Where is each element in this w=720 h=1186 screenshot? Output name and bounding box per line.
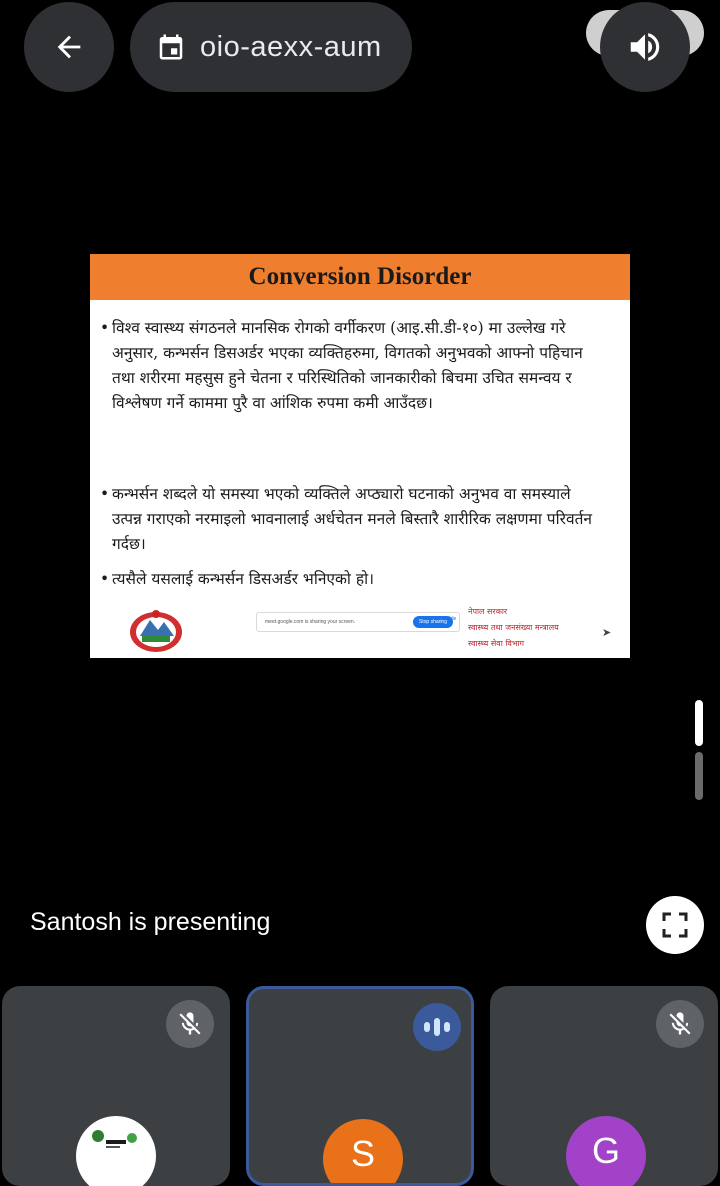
participant-tile[interactable] xyxy=(490,986,718,1186)
scrollbar-thumb[interactable] xyxy=(695,700,703,746)
mouse-cursor-icon: ➤ xyxy=(602,627,612,639)
avatar: G xyxy=(566,1116,646,1186)
govt-line: स्वास्थ्य तथा जनसंख्या मन्त्रालय xyxy=(468,623,559,632)
slide-title: Conversion Disorder xyxy=(90,254,630,300)
govt-line: स्वास्थ्य सेवा विभाग xyxy=(468,639,525,648)
screen-share-notice xyxy=(256,612,460,632)
shared-slide xyxy=(90,254,630,658)
presenting-label: Santosh is presenting xyxy=(30,908,271,936)
share-notice-text: meet.google.com is sharing your screen. xyxy=(265,619,356,625)
participant-tile[interactable] xyxy=(246,986,474,1186)
government-text xyxy=(468,604,618,652)
slide-bullet-text: विश्व स्वास्थ्य संगठनले मानसिक रोगको वर्गीकरण (आइ.सी.डी-१०) मा उल्लेख गरे अनुसार, कन्भर्सन डिसअर्डर भएका व्यक्तिहरुमा, विगतको अनुभवको आफ्नो पहिचान तथा शरीरमा महसुस हुने चेतना र परिस्थितिको जानकारीको बिचमा उचित समन्वय र विश्लेषण गर्ने काममा पुरै वा आंशिक रुपमा कमी आउँदछ। xyxy=(112,319,583,412)
avatar xyxy=(76,1116,156,1186)
nepal-emblem-icon xyxy=(128,606,184,654)
arrow-back-icon xyxy=(52,30,86,64)
avatar: S xyxy=(323,1119,403,1186)
scrollbar-track[interactable] xyxy=(695,752,703,800)
participant-tile[interactable] xyxy=(2,986,230,1186)
calendar-icon xyxy=(156,32,186,62)
slide-bullet: • त्यसैले यसलाई कन्भर्सन डिसअर्डर भनिएको हो। xyxy=(100,567,605,592)
organization-logo-icon xyxy=(88,1124,144,1158)
stop-sharing-button: Stop sharing xyxy=(413,616,453,628)
meeting-info-button[interactable] xyxy=(130,2,412,92)
slide-bullet-text: त्यसैले यसलाई कन्भर्सन डिसअर्डर भनिएको हो। xyxy=(112,570,374,588)
mic-off-icon xyxy=(666,1010,694,1038)
govt-line: नेपाल सरकार xyxy=(468,607,508,616)
speaker-button[interactable] xyxy=(600,2,690,92)
mic-off-indicator xyxy=(656,1000,704,1048)
hide-link: Hide xyxy=(446,616,457,622)
back-button[interactable] xyxy=(24,2,114,92)
meeting-code: oio-aexx-aum xyxy=(200,30,382,63)
slide-bullet-text: कन्भर्सन शब्दले यो समस्या भएको व्यक्तिले अप्ठ्यारो घटनाको अनुभव वा समस्याले उत्पन्न गराएको नरमाइलो भावनालाई अर्धचेतन मनले बिस्तारै शारीरिक लक्षणमा परिवर्तन गर्दछ। xyxy=(112,485,593,553)
slide-bullet: • विश्व स्वास्थ्य संगठनले मानसिक रोगको वर्गीकरण (आइ.सी.डी-१०) मा उल्लेख गरे अनुसार, कन्भर्सन डिसअर्डर भएका व्यक्तिहरुमा, विगतको अनुभवको आफ्नो पहिचान तथा शरीरमा महसुस हुने चेतना र परिस्थितिको जानकारीको बिचमा उचित समन्वय र विश्लेषण गर्ने काममा पुरै वा आंशिक रुपमा कमी आउँदछ। xyxy=(100,316,605,416)
mic-off-icon xyxy=(176,1010,204,1038)
mic-off-indicator xyxy=(166,1000,214,1048)
fullscreen-icon xyxy=(662,912,688,938)
slide-bullet: • कन्भर्सन शब्दले यो समस्या भएको व्यक्तिले अप्ठ्यारो घटनाको अनुभव वा समस्याले उत्पन्न गराएको नरमाइलो भावनालाई अर्धचेतन मनले बिस्तारै शारीरिक लक्षणमा परिवर्तन गर्दछ। xyxy=(100,482,605,557)
fullscreen-button[interactable] xyxy=(646,896,704,954)
speaking-indicator-icon xyxy=(413,1003,461,1051)
volume-icon xyxy=(626,28,664,66)
